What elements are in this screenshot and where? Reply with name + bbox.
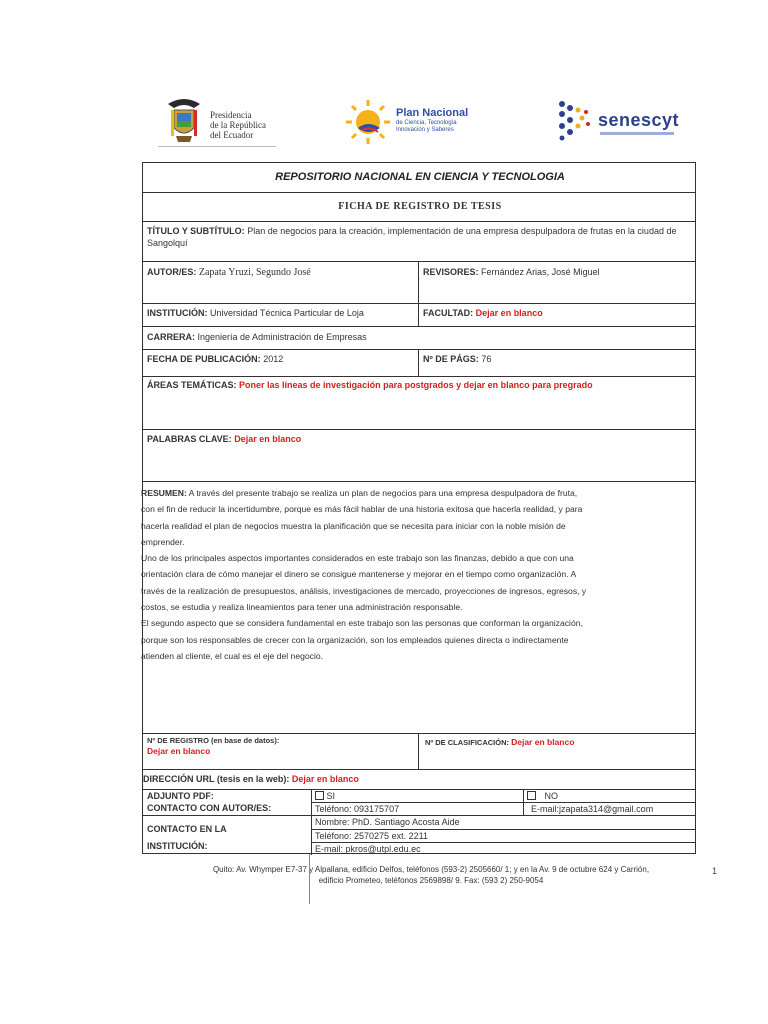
resumen-line: atienden al cliente, el cual es el eje del negocio. [141, 650, 324, 661]
footer-line: edificio Prometeo, teléfonos 2569898/ 9. Fax: (593 2) 250-9054 [318, 876, 544, 885]
no-checkbox[interactable] [527, 791, 536, 800]
adjunto-block [147, 790, 307, 814]
contacto-inst-label: CONTACTO EN LA [147, 824, 227, 834]
logo2-line: Innovación y Saberes [396, 127, 454, 133]
palabras-value: Dejar en blanco [234, 434, 302, 444]
autores-label: AUTOR/ES: [147, 267, 197, 277]
presidencia-logo [158, 92, 276, 148]
registro-value: Dejar en blanco [147, 746, 211, 756]
footer-address [158, 864, 704, 886]
facultad-value: Dejar en blanco [475, 308, 543, 318]
logo2-title: Plan Nacional [396, 107, 469, 119]
carrera-value: Ingeniería de Administración de Empresas [197, 332, 367, 342]
coat-of-arms-icon [164, 94, 204, 146]
logo1-line: del Ecuador [210, 130, 254, 140]
resumen-line: El segundo aspecto que se considera fundamental en este trabajo son las personas que conforman la organización, [141, 618, 583, 629]
helix-icon [552, 98, 596, 142]
logo1-line: de la República [210, 120, 266, 130]
institucion-field [147, 307, 415, 319]
contacto-autores-label: CONTACTO CON AUTOR/ES: [147, 803, 272, 813]
clasificacion-value: Dejar en blanco [511, 737, 575, 747]
areas-label: ÁREAS TEMÁTICAS: [147, 380, 237, 390]
margin-line [309, 854, 310, 904]
autores-value: Zapata Yruzi, Segundo José [198, 267, 311, 278]
resumen-line: Uno de los principales aspectos importantes considerados en este trabajo son las finanzas, debido a que con una [141, 553, 574, 564]
nombre-inst: Nombre: PhD. Santiago Acosta Aide [315, 817, 460, 827]
page-number: 1 [712, 866, 718, 876]
resumen-line: porque son los responsables de crecer con la organización, son los empleados quienes directa o indirectamente [141, 634, 569, 645]
logo3-text: senescyt [598, 110, 680, 130]
resumen-line: con el fin de reducir la incertidumbre, porque es más fácil hablar de una historia exitosa que hacerla realidad, y para [141, 504, 583, 515]
carrera-label: CARRERA: [147, 332, 195, 342]
resumen-line: orientación clara de cómo manejar el dinero se consigue mantenerse y mejorar en el tiempo como organización. A [141, 569, 577, 580]
contacto-inst-block [147, 821, 307, 855]
no-option[interactable] [527, 790, 693, 802]
revisores-field [423, 266, 693, 278]
palabras-label: PALABRAS CLAVE: [147, 434, 232, 444]
url-field [143, 773, 693, 785]
palabras-field [147, 433, 693, 445]
email-inst[interactable]: E-mail: pkros@utpl.edu.ec [315, 844, 421, 854]
contacto-inst-label: INSTITUCIÓN: [147, 841, 208, 851]
revisores-value: Fernández Arias, José Miguel [481, 267, 600, 277]
resumen-line: costos, se estudia y realiza lineamientos para tener una administración responsable. [141, 602, 463, 613]
revisores-label: REVISORES: [423, 267, 479, 277]
resumen-line: través de la realización de presupuestos, análisis, investigaciones de mercado, proyecciones de ingresos, egresos, y [141, 585, 587, 596]
url-value: Dejar en blanco [291, 774, 359, 784]
areas-value: Poner las líneas de investigación para postgrados y dejar en blanco para pregrado [239, 380, 593, 390]
no-label: NO [544, 791, 559, 801]
titulo-value: Plan de negocios para la creación, implementación de una empresa despulpadora de frutas en la ciudad de Sangolquí [147, 226, 677, 248]
footer-line: Quito: Av. Whymper E7-37 y Alpallana, edificio Delfos, teléfonos (593-2) 2505660/ 1; y en la Av. 9 de octubre 624 y Carrión, [212, 865, 650, 874]
registration-form [142, 162, 696, 854]
facultad-field [423, 307, 693, 319]
clasificacion-field [425, 736, 693, 749]
institucion-value: Universidad Técnica Particular de Loja [210, 308, 364, 318]
institucion-label: INSTITUCIÓN: [147, 308, 208, 318]
resumen-line: emprender. [141, 536, 185, 547]
registro-field [147, 735, 415, 757]
email-autor[interactable]: E-mail:jzapata314@gmail.com [531, 804, 654, 814]
plan-nacional-logo [346, 98, 478, 144]
registro-label: Nº DE REGISTRO (en base de datos): [147, 736, 280, 745]
telefono-autor: Teléfono: 093175707 [315, 804, 400, 814]
resumen-field [141, 485, 697, 664]
si-label: SI [326, 791, 336, 801]
si-option[interactable] [315, 790, 515, 802]
fecha-value: 2012 [263, 354, 284, 364]
form-title: REPOSITORIO NACIONAL EN CIENCIA Y TECNOLOGIA [275, 171, 565, 183]
adjunto-label: ADJUNTO PDF: [147, 791, 214, 801]
senescyt-logo [552, 98, 682, 144]
titulo-field [147, 225, 693, 249]
form-subtitle: FICHA DE REGISTRO DE TESIS [338, 201, 502, 212]
areas-field [147, 379, 693, 391]
logo1-line: Presidencia [210, 110, 252, 120]
paginas-field [423, 353, 693, 365]
autores-field [147, 266, 415, 279]
titulo-label: TÍTULO Y SUBTÍTULO: [147, 226, 245, 236]
logo2-line: de Ciencia, Tecnología [396, 120, 457, 126]
si-checkbox[interactable] [315, 791, 324, 800]
url-label: DIRECCIÓN URL (tesis en la web): [143, 774, 290, 784]
fecha-field [147, 353, 415, 365]
paginas-value: 76 [481, 354, 492, 364]
resumen-label: RESUMEN: [141, 488, 187, 498]
resumen-line: A través del presente trabajo se realiza un plan de negocios para una empresa despulpadora de fruta, [188, 488, 578, 498]
sun-icon [346, 98, 394, 144]
telefono-inst: Teléfono: 2570275 ext. 2211 [315, 831, 428, 841]
clasificacion-label: Nº DE CLASIFICACIÓN: [425, 738, 509, 747]
carrera-field [147, 331, 693, 343]
fecha-label: FECHA DE PUBLICACIÓN: [147, 354, 261, 364]
resumen-line: hacerla realidad el plan de negocios muestra la planificación que se necesita para iniciar con la noble misión de [141, 520, 566, 531]
facultad-label: FACULTAD: [423, 308, 474, 318]
paginas-label: Nº DE PÁGS: [423, 354, 479, 364]
